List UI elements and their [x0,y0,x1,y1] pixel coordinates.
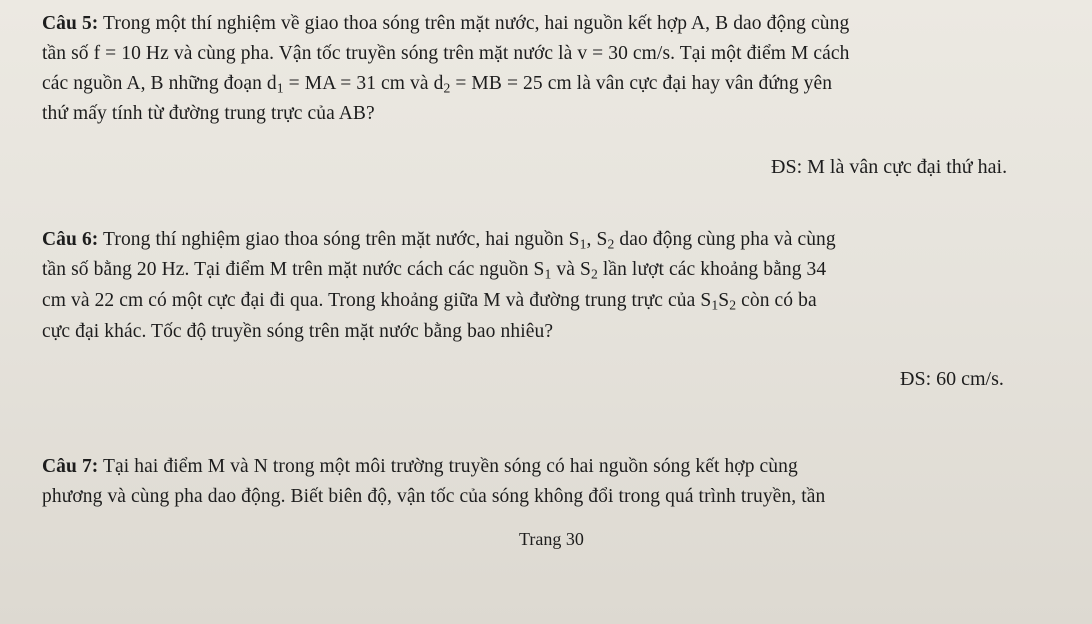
q6-text-3b: S [718,290,730,311]
q6-sub-1b: 1 [544,266,552,282]
q6-line-4: cực đại khác. Tốc độ truyền sóng trên mặt nước bằng bao nhiêu? [42,321,554,342]
q7-line-1 [42,455,798,479]
q6-sub-1c: 1 [711,297,719,313]
q5-text-3b: = MA = 31 cm và d [283,73,444,94]
q6-text-2a: tần số bằng 20 Hz. Tại điểm M trên mặt nước cách các nguồn S [42,259,545,280]
q5-sub-2: 2 [443,80,451,96]
q7-text-1: Tại hai điểm M và N trong một môi trường truyền sóng có hai nguồn sóng kết hợp cùng [103,456,798,477]
q5-line-4: thứ mấy tính từ đường trung trực của AB? [42,103,375,124]
q6-line-1 [42,228,836,252]
page-number: Trang 30 [519,529,584,549]
q5-text-3a: các nguồn A, B những đoạn d [42,73,277,94]
q6-text-1c: dao động cùng pha và cùng [614,229,836,250]
q5-answer: ĐS: M là vân cực đại thứ hai. [771,156,1008,178]
q5-sub-1: 1 [276,80,284,96]
q6-sub-2c: 2 [729,297,737,313]
q5-line-1 [42,12,849,36]
q6-text-2c: lần lượt các khoảng bằng 34 [597,259,827,280]
q6-text-1b: , S [586,229,608,250]
q5-text-3c: = MB = 25 cm là vân cực đại hay vân đứng yên [450,73,833,94]
q6-answer: ĐS: 60 cm/s. [900,368,1004,390]
q6-text-3c: còn có ba [736,290,817,311]
q6-text-2b: và S [551,259,591,280]
q7-line-2: phương và cùng pha dao động. Biết biên độ, vận tốc của sóng không đổi trong quá trình truyền, tần [42,486,826,507]
q7-label: Câu 7: [42,456,99,477]
q6-line-2 [42,258,826,282]
q5-text-1: Trong một thí nghiệm về giao thoa sóng trên mặt nước, hai nguồn kết hợp A, B dao động cùng [103,13,850,34]
q6-sub-2b: 2 [590,266,598,282]
q6-sub-1a: 1 [579,236,587,252]
q6-text-3a: cm và 22 cm có một cực đại đi qua. Trong khoảng giữa M và đường trung trực của S [42,290,712,311]
q5-label: Câu 5: [42,13,99,34]
q6-line-3 [42,289,817,313]
q5-line-3 [42,72,832,96]
q5-line-2: tần số f = 10 Hz và cùng pha. Vận tốc truyền sóng trên mặt nước là v = 30 cm/s. Tại một điểm M cách [42,43,850,64]
q6-sub-2a: 2 [607,236,615,252]
q6-label: Câu 6: [42,229,99,250]
q6-text-1a: Trong thí nghiệm giao thoa sóng trên mặt nước, hai nguồn S [103,229,580,250]
